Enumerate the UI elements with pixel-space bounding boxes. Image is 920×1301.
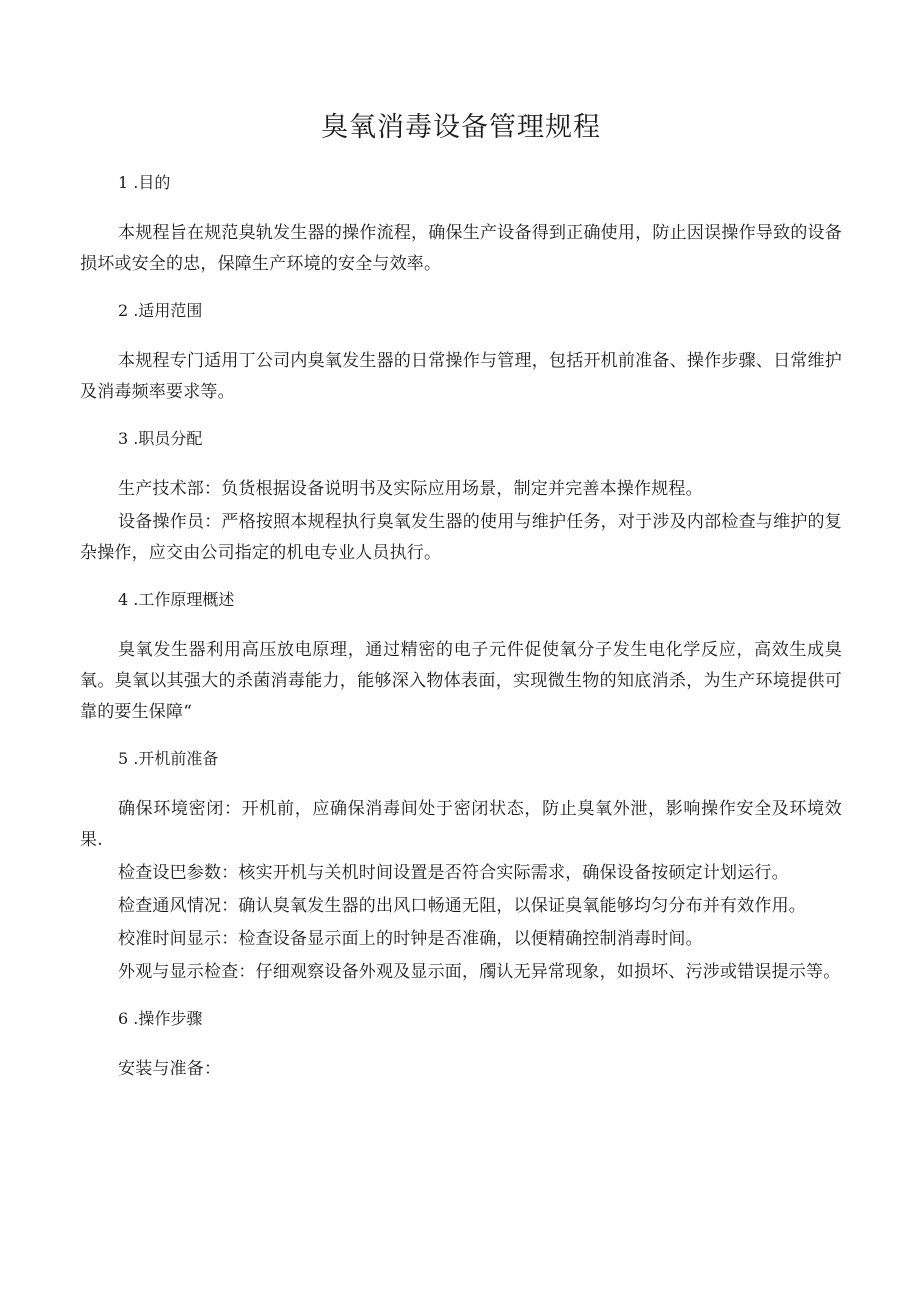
section-staff-assignment — [80, 424, 842, 569]
document-title: 臭氧消毒设备管理规程 — [321, 112, 601, 143]
section-paragraph: 检查通风情况：确认臭氧发生器的出风口畅通无阻，以保证臭氧能够均匀分布并有效作用。 — [118, 896, 806, 916]
section-paragraph: 本规程旨在规范臭轨发生器的操作流程，确保生产设备得到正确使用，防止因误操作导致的设备损坏或安全的忠，保障生产环境的安全与效率。 — [80, 223, 842, 274]
section-paragraph: 外观与显示检查：仔细观察设备外观及显示面，斶认无异常现象，如损坏、污涉或错误提示等。 — [118, 962, 841, 982]
section-scope — [80, 296, 842, 408]
section-heading: 5 .开机前准备 — [118, 749, 219, 768]
section-paragraph: 安装与准备： — [118, 1059, 222, 1079]
section-paragraph: 设备操作员：严格按照本规程执行臭氧发生器的使用与维护任务，对于涉及内部检查与维护的复杂操作，应交由公司指定的机电专业人员执行。 — [80, 512, 842, 563]
section-operation-steps — [80, 1004, 842, 1085]
section-paragraph: 生产技术部：负货根据设备说明书及实际应用场景，制定并完善本操作规程。 — [118, 479, 703, 499]
section-pre-startup — [80, 744, 842, 988]
section-paragraph: 检查设巴参数：核实开机与关机时间设置是否符合实际需求，确保设备按硕定计划运行。 — [118, 863, 789, 883]
section-heading: 4 .工作原理概述 — [118, 590, 235, 609]
section-working-principle — [80, 585, 842, 728]
section-purpose — [80, 168, 842, 280]
section-paragraph: 本规程专门适用丁公司内臭氧发生器的日常操作与管理，包括开机前准备、操作步骤、日常维护及消毒频率要求等。 — [80, 351, 842, 402]
section-heading: 1 .目的 — [118, 173, 171, 192]
section-heading: 2 .适用范围 — [118, 301, 203, 320]
section-paragraph: 臭氧发生器利用高压放电原理，通过精密的电子元件促使氧分子发生电化学反应，高效生成臭氧。臭氧以其强大的杀菌消毒能力，能够深入物体表面，实现微生物的知底消杀，为生产环境提供可靠的要生保障“ — [80, 640, 842, 722]
section-heading: 6 .操作步骤 — [118, 1009, 203, 1028]
section-paragraph: 确保环境密闭：开机前，应确保消毒间处于密闭状态，防止臭氧外泄，影响操作安全及环境效果. — [80, 799, 842, 850]
section-heading: 3 .职员分配 — [118, 429, 203, 448]
section-paragraph: 校准时间显示：检查设备显示面上的时钟是否准确，以便精确控制消毒时间。 — [118, 929, 703, 949]
